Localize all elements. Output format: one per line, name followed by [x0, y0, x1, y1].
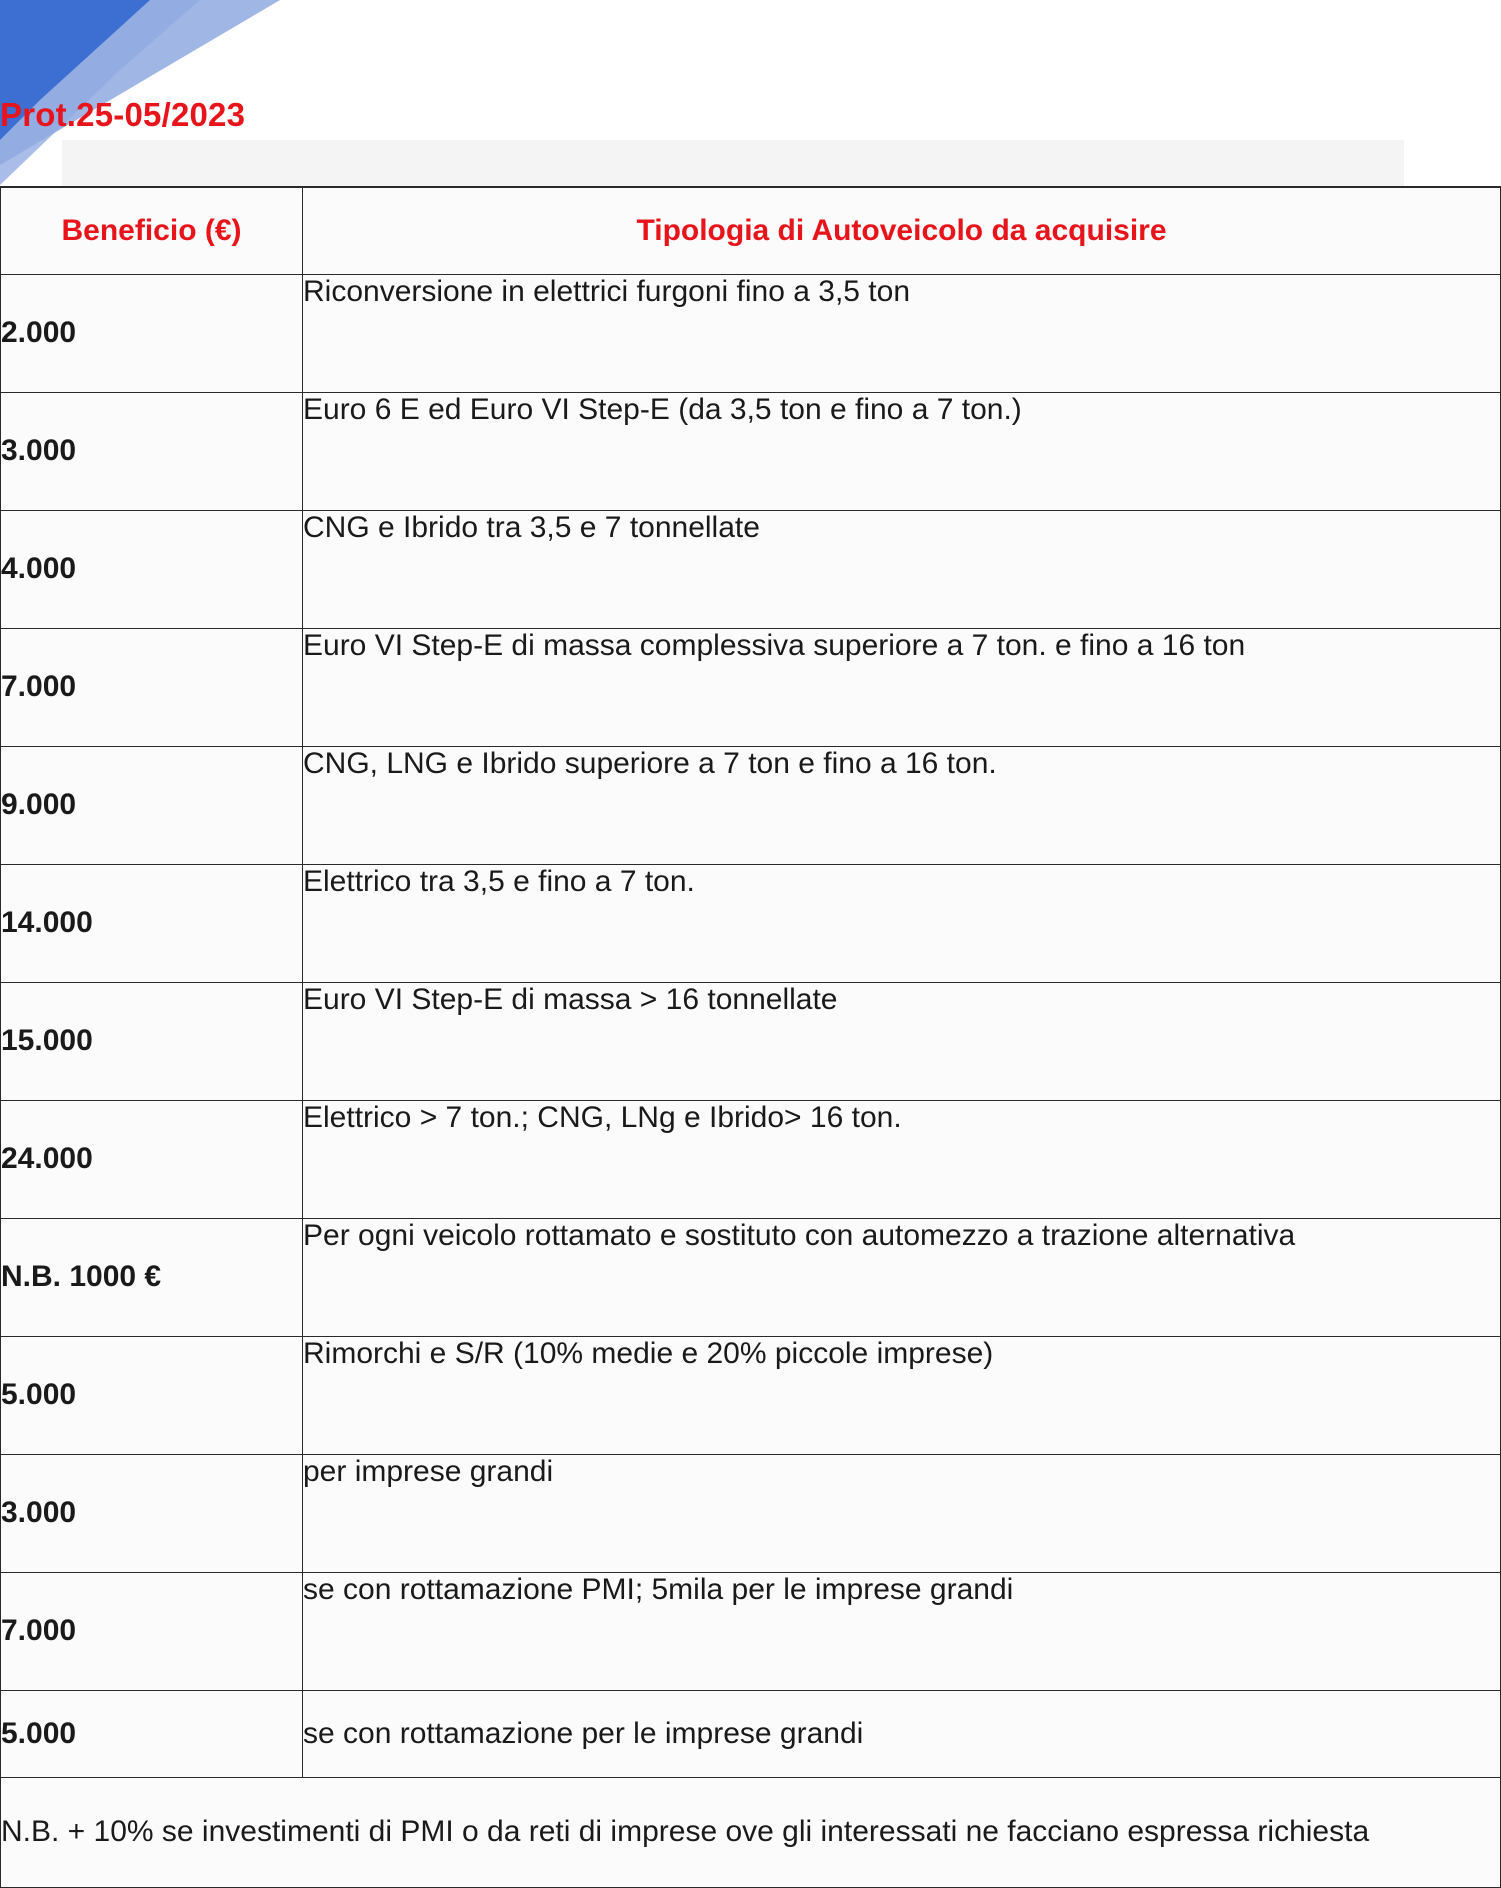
vehicle-type-cell: CNG e Ibrido tra 3,5 e 7 tonnellate [303, 510, 1501, 628]
vehicle-type-cell: CNG, LNG e Ibrido superiore a 7 ton e fino a 16 ton. [303, 746, 1501, 864]
vehicle-type-cell: Riconversione in elettrici furgoni fino a 3,5 ton [303, 274, 1501, 392]
benefit-cell: 7.000 [1, 628, 303, 746]
vehicle-type-cell: Rimorchi e S/R (10% medie e 20% piccole imprese) [303, 1336, 1501, 1454]
benefit-cell: 3.000 [1, 1454, 303, 1572]
table-row [1, 274, 1501, 392]
table-row [1, 1454, 1501, 1572]
vehicle-type-cell: se con rottamazione per le imprese grandi [303, 1690, 1501, 1777]
footnote-cell: N.B. + 10% se investimenti di PMI o da reti di imprese ove gli interessati ne facciano espressa richiesta [1, 1777, 1501, 1887]
table-row [1, 864, 1501, 982]
table-header-row [1, 187, 1501, 274]
benefits-table [0, 186, 1501, 1888]
benefit-cell: 4.000 [1, 510, 303, 628]
benefit-cell: 9.000 [1, 746, 303, 864]
vehicle-type-cell: se con rottamazione PMI; 5mila per le imprese grandi [303, 1572, 1501, 1690]
benefit-cell: 3.000 [1, 392, 303, 510]
table-row [1, 510, 1501, 628]
benefit-cell: 14.000 [1, 864, 303, 982]
table-row [1, 1336, 1501, 1454]
benefit-cell: 7.000 [1, 1572, 303, 1690]
benefit-cell: N.B. 1000 € [1, 1218, 303, 1336]
vehicle-type-cell: Elettrico tra 3,5 e fino a 7 ton. [303, 864, 1501, 982]
benefit-cell: 15.000 [1, 982, 303, 1100]
vehicle-type-cell: Euro VI Step-E di massa complessiva superiore a 7 ton. e fino a 16 ton [303, 628, 1501, 746]
table-row [1, 1218, 1501, 1336]
table-row [1, 746, 1501, 864]
table-row [1, 392, 1501, 510]
header-band [62, 140, 1404, 188]
vehicle-type-cell: per imprese grandi [303, 1454, 1501, 1572]
footnote-row [1, 1777, 1501, 1887]
benefit-cell: 2.000 [1, 274, 303, 392]
table-row [1, 1572, 1501, 1690]
vehicle-type-cell: Euro VI Step-E di massa > 16 tonnellate [303, 982, 1501, 1100]
vehicle-type-cell: Euro 6 E ed Euro VI Step-E (da 3,5 ton e fino a 7 ton.) [303, 392, 1501, 510]
protocol-number: Prot.25-05/2023 [0, 96, 246, 133]
table-row [1, 628, 1501, 746]
table-row [1, 1100, 1501, 1218]
benefit-cell: 5.000 [1, 1336, 303, 1454]
table-row [1, 1690, 1501, 1777]
vehicle-type-cell: Elettrico > 7 ton.; CNG, LNg e Ibrido> 16 ton. [303, 1100, 1501, 1218]
benefit-cell: 24.000 [1, 1100, 303, 1218]
vehicle-type-column-header: Tipologia di Autoveicolo da acquisire [303, 187, 1501, 274]
benefit-cell: 5.000 [1, 1690, 303, 1777]
table-row [1, 982, 1501, 1100]
vehicle-type-cell: Per ogni veicolo rottamato e sostituto con automezzo a trazione alternativa [303, 1218, 1501, 1336]
benefit-column-header: Beneficio (€) [1, 187, 303, 274]
